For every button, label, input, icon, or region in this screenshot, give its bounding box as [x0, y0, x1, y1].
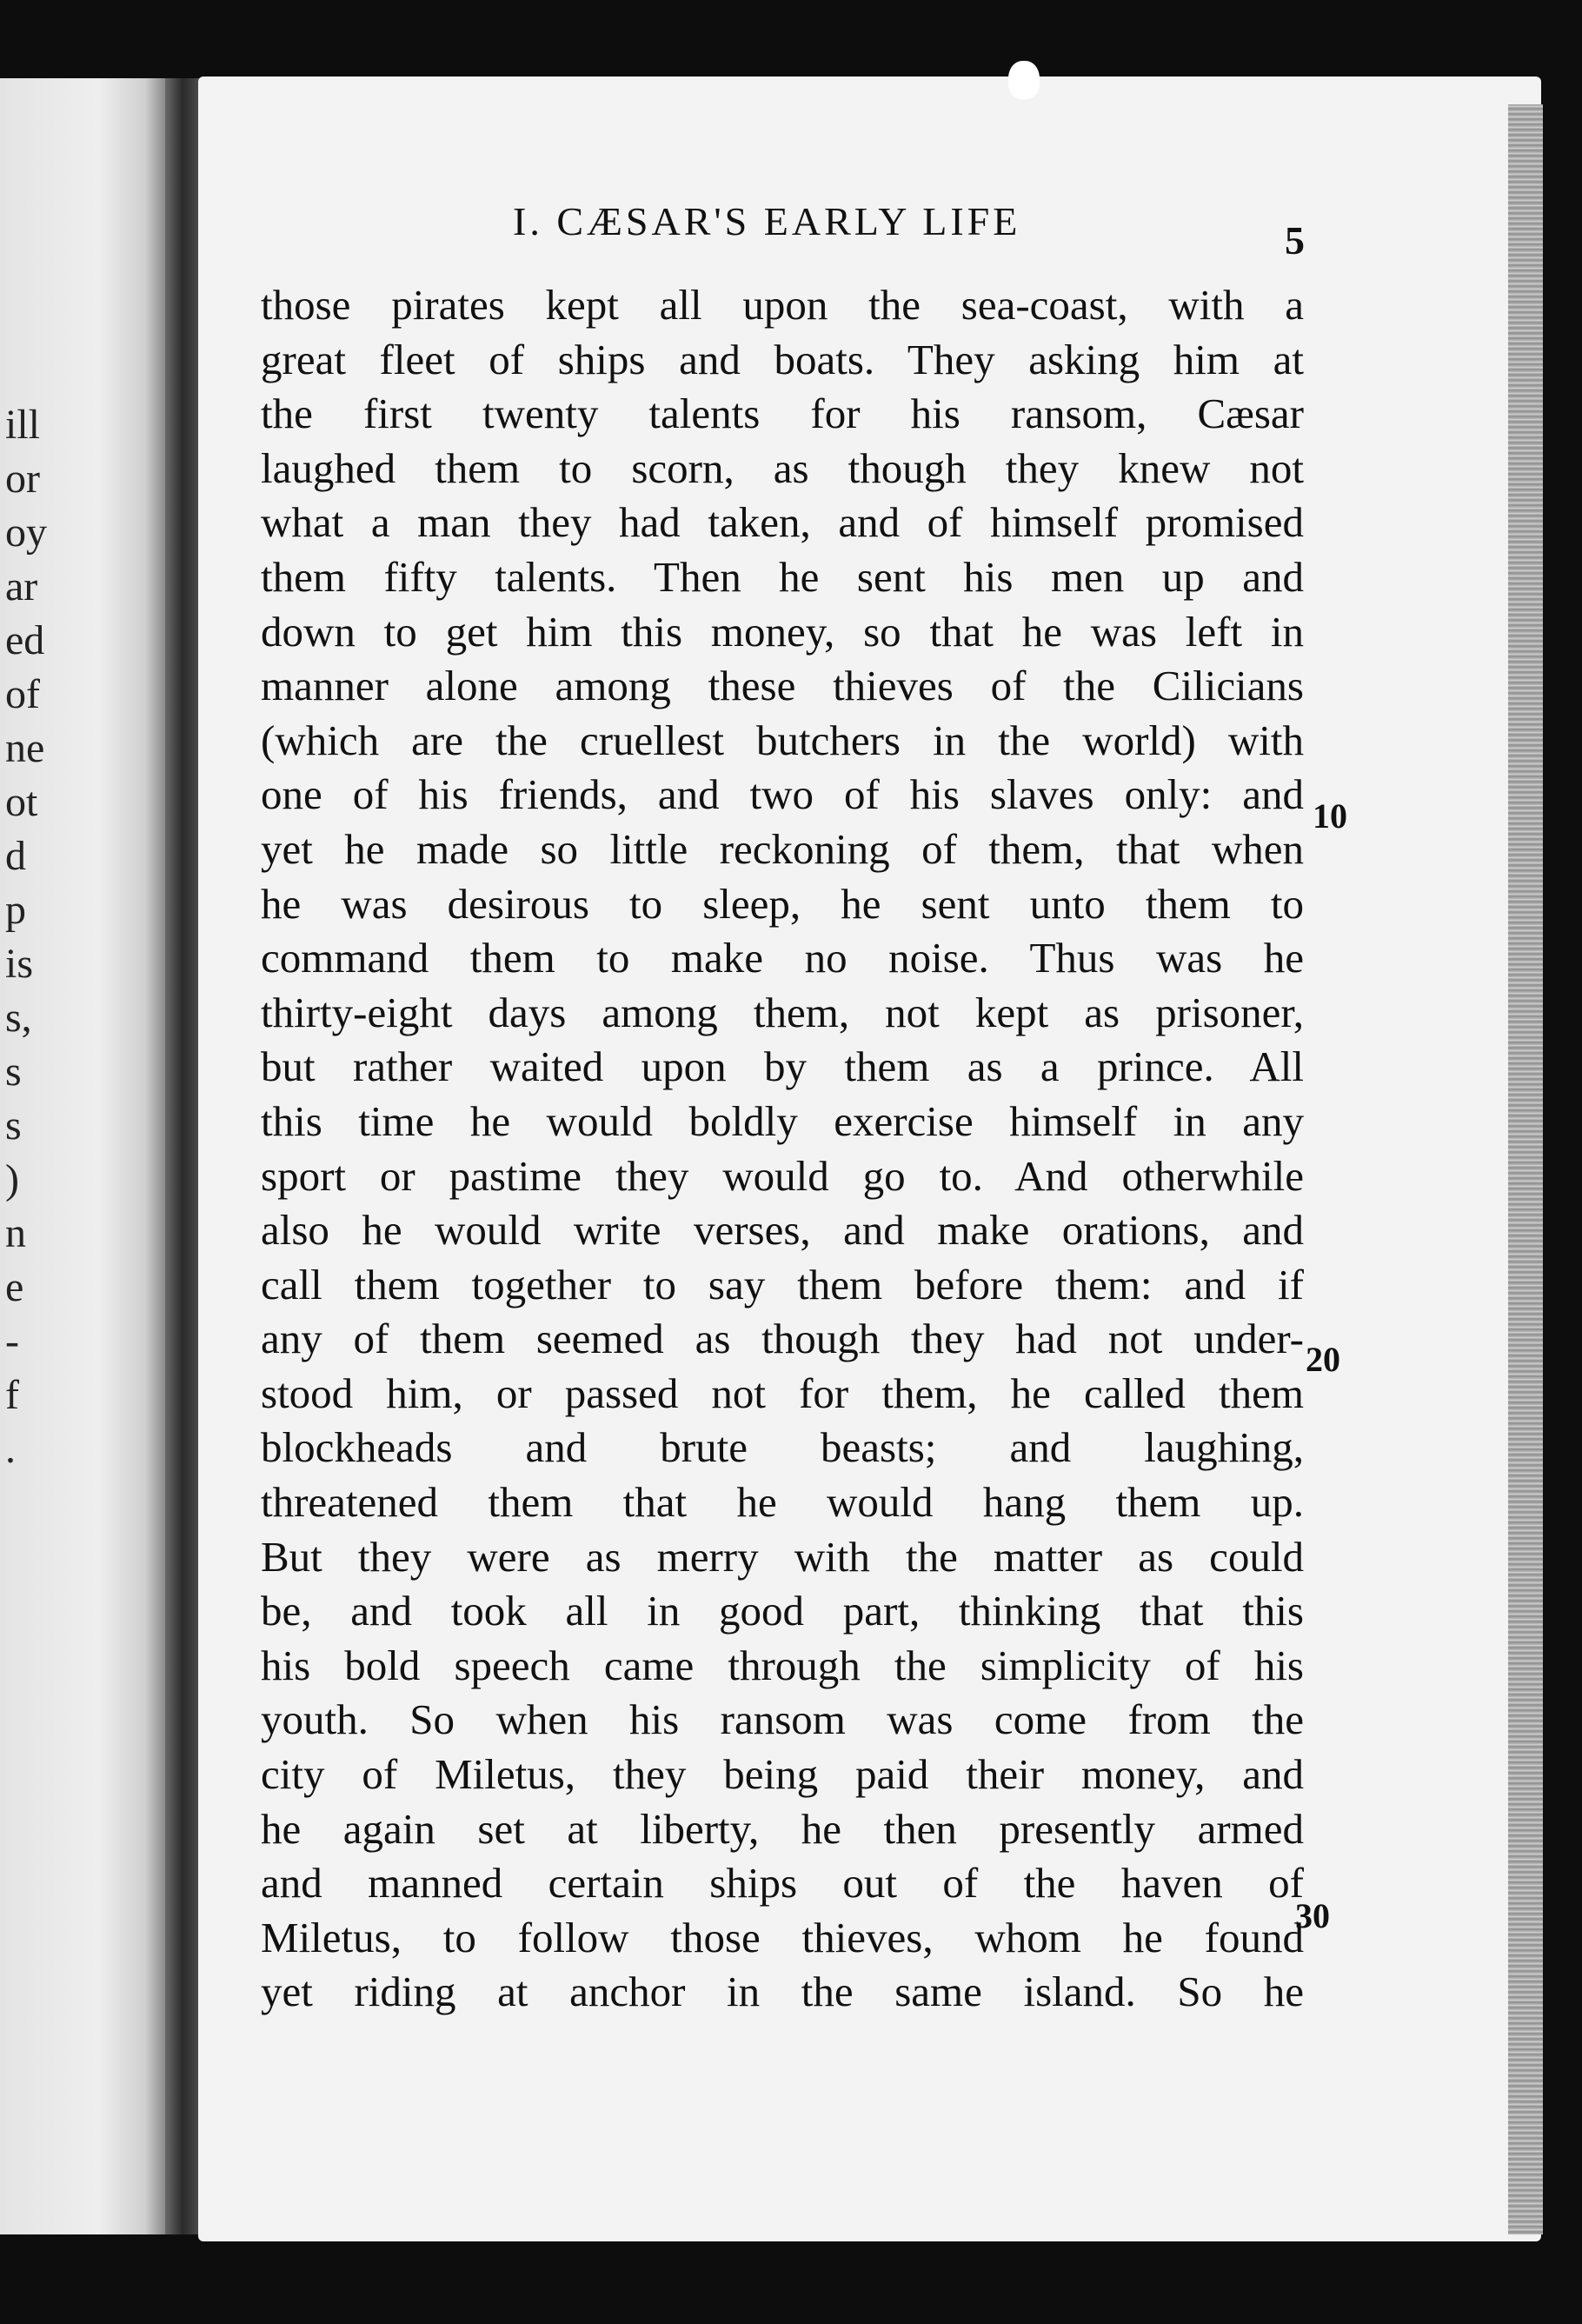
text-line: But they were as merry with the matter as could — [261, 1532, 1304, 1581]
left-page — [0, 78, 165, 2234]
left-page-fragment: ar — [5, 563, 38, 609]
left-page-text-fragments — [5, 398, 57, 1476]
text-line: what a man they had taken, and of himself promised — [261, 498, 1304, 547]
left-page-fragment: p — [5, 887, 26, 933]
pin-mark — [1008, 61, 1040, 99]
text-line: this time he would boldly exercise himself in any — [261, 1096, 1304, 1145]
left-page-fragment: . — [5, 1426, 16, 1472]
left-page-fragment: ) — [5, 1156, 19, 1202]
left-page-fragment: s — [5, 1102, 22, 1149]
text-line: the first twenty talents for his ransom, Cæsar — [261, 390, 1304, 438]
body-text — [261, 278, 1304, 2020]
text-line: laughed them to scorn, as though they knew not — [261, 443, 1304, 492]
text-line: Miletus, to follow those thieves, whom he found — [261, 1913, 1304, 1961]
text-line: one of his friends, and two of his slaves only: and — [261, 770, 1304, 819]
left-page-fragment: s, — [5, 995, 32, 1041]
left-page-fragment: ill — [5, 402, 41, 448]
text-line: he again set at liberty, he then presently armed — [261, 1804, 1304, 1853]
text-line: down to get him this money, so that he was left in — [261, 607, 1304, 656]
text-line: be, and took all in good part, thinking that this — [261, 1587, 1304, 1635]
margin-line-number-20: 20 — [1306, 1340, 1340, 1379]
text-line: city of Miletus, they being paid their money, and — [261, 1750, 1304, 1799]
text-line: stood him, or passed not for them, he called them — [261, 1368, 1304, 1417]
page-edge — [1508, 104, 1543, 2234]
text-line: sport or pastime they would go to. And otherwhile — [261, 1151, 1304, 1200]
text-line: he was desirous to sleep, he sent unto them to — [261, 879, 1304, 928]
running-head: I. CÆSAR'S EARLY LIFE — [513, 199, 1021, 243]
text-line: but rather waited upon by them as a prince. All — [261, 1042, 1304, 1091]
text-line: (which are the cruellest butchers in the world) with — [261, 716, 1304, 764]
left-page-fragment: ne — [5, 725, 45, 771]
left-page-fragment: n — [5, 1210, 26, 1256]
left-page-fragment: e — [5, 1264, 24, 1310]
text-line: great fleet of ships and boats. They asking him at — [261, 335, 1304, 383]
text-line: his bold speech came through the simplicity of his — [261, 1641, 1304, 1689]
text-line: yet riding at anchor in the same island. So he — [261, 1968, 1304, 2016]
text-line: blockheads and brute beasts; and laughing, — [261, 1423, 1304, 1472]
text-line: call them together to say them before them: and if — [261, 1260, 1304, 1308]
text-line: threatened them that he would hang them up. — [261, 1478, 1304, 1527]
left-page-fragment: f — [5, 1372, 19, 1418]
left-page-fragment: of — [5, 671, 40, 717]
text-line: any of them seemed as though they had not under- — [261, 1315, 1304, 1363]
left-page-fragment: s — [5, 1049, 22, 1095]
text-line: those pirates kept all upon the sea-coast, with a — [261, 281, 1304, 329]
text-line: and manned certain ships out of the haven of — [261, 1859, 1304, 1908]
left-page-fragment: - — [5, 1318, 19, 1364]
left-page-fragment: oy — [5, 509, 47, 556]
left-page-fragment: d — [5, 833, 26, 879]
margin-line-number-10: 10 — [1313, 796, 1347, 836]
text-line: thirty-eight days among them, not kept as prisoner, — [261, 988, 1304, 1036]
left-page-fragment: is — [5, 941, 34, 987]
margin-line-number-30: 30 — [1295, 1896, 1330, 1935]
text-line: also he would write verses, and make orations, and — [261, 1206, 1304, 1255]
text-line: yet he made so little reckoning of them, that when — [261, 824, 1304, 873]
text-line: manner alone among these thieves of the Cilicians — [261, 662, 1304, 710]
page-number: 5 — [1285, 218, 1305, 263]
left-page-fragment: or — [5, 456, 40, 502]
left-page-fragment: ot — [5, 779, 38, 825]
text-line: youth. So when his ransom was come from the — [261, 1695, 1304, 1744]
text-line: command them to make no noise. Thus was he — [261, 934, 1304, 982]
left-page-fragment: ed — [5, 617, 45, 663]
text-line: them fifty talents. Then he sent his men up and — [261, 552, 1304, 601]
